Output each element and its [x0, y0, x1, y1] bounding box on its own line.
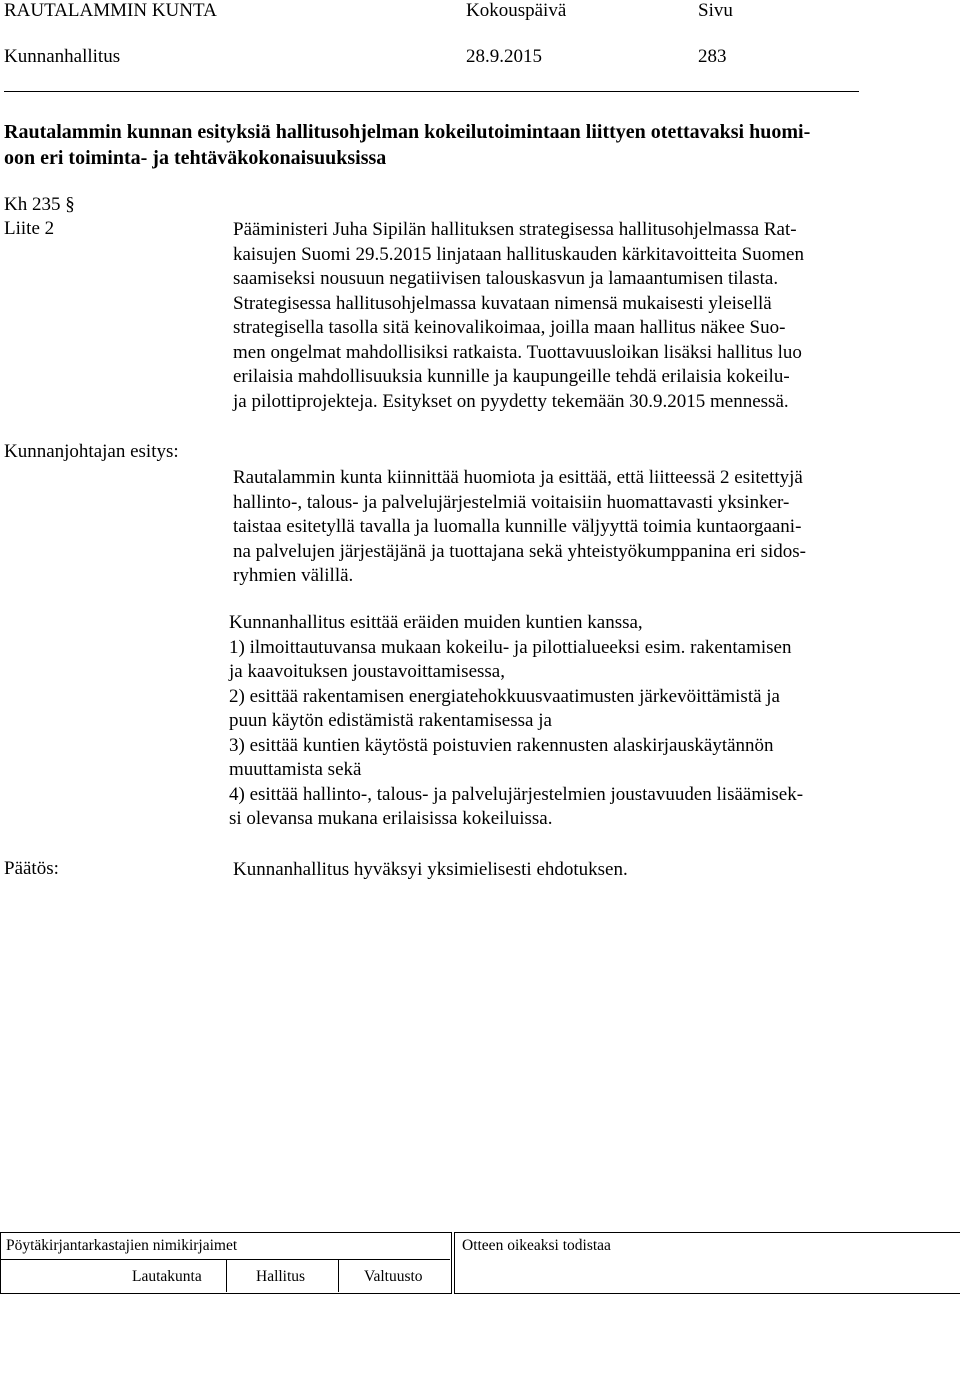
- paragraph-line: kaisujen Suomi 29.5.2015 linjataan hallituskauden kärkitavoitteita Suomen: [233, 243, 804, 265]
- list-item: 4) esittää hallinto-, talous- ja palvelujärjestelmien joustavuuden lisäämisek-: [229, 783, 804, 805]
- list-item: 1) ilmoittautuvansa mukaan kokeilu- ja pilottialueeksi esim. rakentamisen: [229, 636, 792, 658]
- body-name: Kunnanhallitus: [4, 46, 121, 67]
- meeting-date: 28.9.2015: [466, 46, 542, 67]
- case-number: Kh 235 §: [4, 194, 75, 215]
- list-item: si olevansa mukana erilaisissa kokeiluissa.: [229, 808, 553, 829]
- header-divider: [4, 91, 859, 92]
- footer-column-valtuusto: Valtuusto: [364, 1268, 423, 1285]
- paragraph-line: ryhmien välillä.: [233, 565, 354, 586]
- list-item: muuttamista sekä: [229, 759, 362, 780]
- paragraph-line: taistaa esitetyllä tavalla ja luomalla kunnille väljyyttä toimia kuntaorgaani-: [233, 516, 802, 537]
- footer-column-hallitus: Hallitus: [256, 1268, 306, 1285]
- decision-text: Kunnanhallitus hyväksyi yksimielisesti ehdotuksen.: [233, 859, 628, 880]
- paragraph-line: Strategisessa hallitusohjelmassa kuvataan nimensä mukaisesti yleisellä: [233, 292, 772, 314]
- list-item: 3) esittää kuntien käytöstä poistuvien rakennusten alaskirjauskäytännön: [229, 734, 774, 756]
- column-divider: [226, 1259, 227, 1292]
- paragraph-line: strategisella tasolla sitä keinovalikoimaa, joilla maan hallitus näkee Suo-: [233, 317, 786, 338]
- action-list: [229, 611, 803, 832]
- paragraph-line: na palvelujen järjestäjänä ja tuottajana sekä yhteistyökumppanina eri sidos-: [233, 540, 806, 562]
- intro-paragraph: [233, 218, 804, 414]
- paragraph-line: Pääministeri Juha Sipilän hallituksen strategisessa hallitusohjelmassa Rat-: [233, 219, 797, 240]
- title-line: oon eri toiminta- ja tehtäväkokonaisuuksissa: [4, 147, 387, 169]
- list-item: puun käytön edistämistä rakentamisessa ja: [229, 710, 552, 731]
- meeting-date-label: Kokouspäivä: [466, 0, 567, 21]
- list-item: ja kaavoituksen joustavoittamisessa,: [229, 661, 505, 682]
- paragraph-line: Rautalammin kunta kiinnittää huomiota ja esittää, että liitteessä 2 esitettyjä: [233, 467, 803, 488]
- column-divider: [338, 1259, 339, 1292]
- proposal-paragraph: [233, 466, 806, 589]
- decision-label: Päätös:: [4, 858, 59, 879]
- footer-column-lautakunta: Lautakunta: [132, 1268, 202, 1285]
- org-name: RAUTALAMMIN KUNTA: [4, 0, 217, 21]
- paragraph-line: men ongelmat mahdollisiksi ratkaista. Tuottavuusloikan lisäksi hallitus luo: [233, 341, 802, 363]
- page-label: Sivu: [698, 0, 733, 21]
- paragraph-line: ja pilottiprojekteja. Esitykset on pyydetty tekemään 30.9.2015 mennessä.: [233, 390, 789, 412]
- proposal-label: Kunnanjohtajan esitys:: [4, 441, 179, 462]
- list-item: Kunnanhallitus esittää eräiden muiden kuntien kanssa,: [229, 612, 643, 633]
- certified-label: Otteen oikeaksi todistaa: [462, 1237, 611, 1254]
- page-number: 283: [698, 46, 727, 67]
- inspectors-label: Pöytäkirjantarkastajien nimikirjaimet: [6, 1237, 238, 1254]
- list-item: 2) esittää rakentamisen energiatehokkuusvaatimusten järkevöittämistä ja: [229, 685, 780, 707]
- paragraph-line: hallinto-, talous- ja palvelujärjestelmiä voitaisiin huomattavasti yksinker-: [233, 491, 790, 513]
- paragraph-line: saamiseksi nousuun negatiivisen talouskasvun ja lamaantumisen tilasta.: [233, 268, 779, 289]
- attachment-label: Liite 2: [4, 218, 55, 239]
- document-title: [4, 119, 904, 171]
- paragraph-line: erilaisia mahdollisuuksia kunnille ja kaupungeille tehdä erilaisia kokeilu-: [233, 366, 790, 387]
- title-line: Rautalammin kunnan esityksiä hallitusohjelman kokeilutoimintaan liittyen otettavaksi huomi-: [4, 121, 811, 143]
